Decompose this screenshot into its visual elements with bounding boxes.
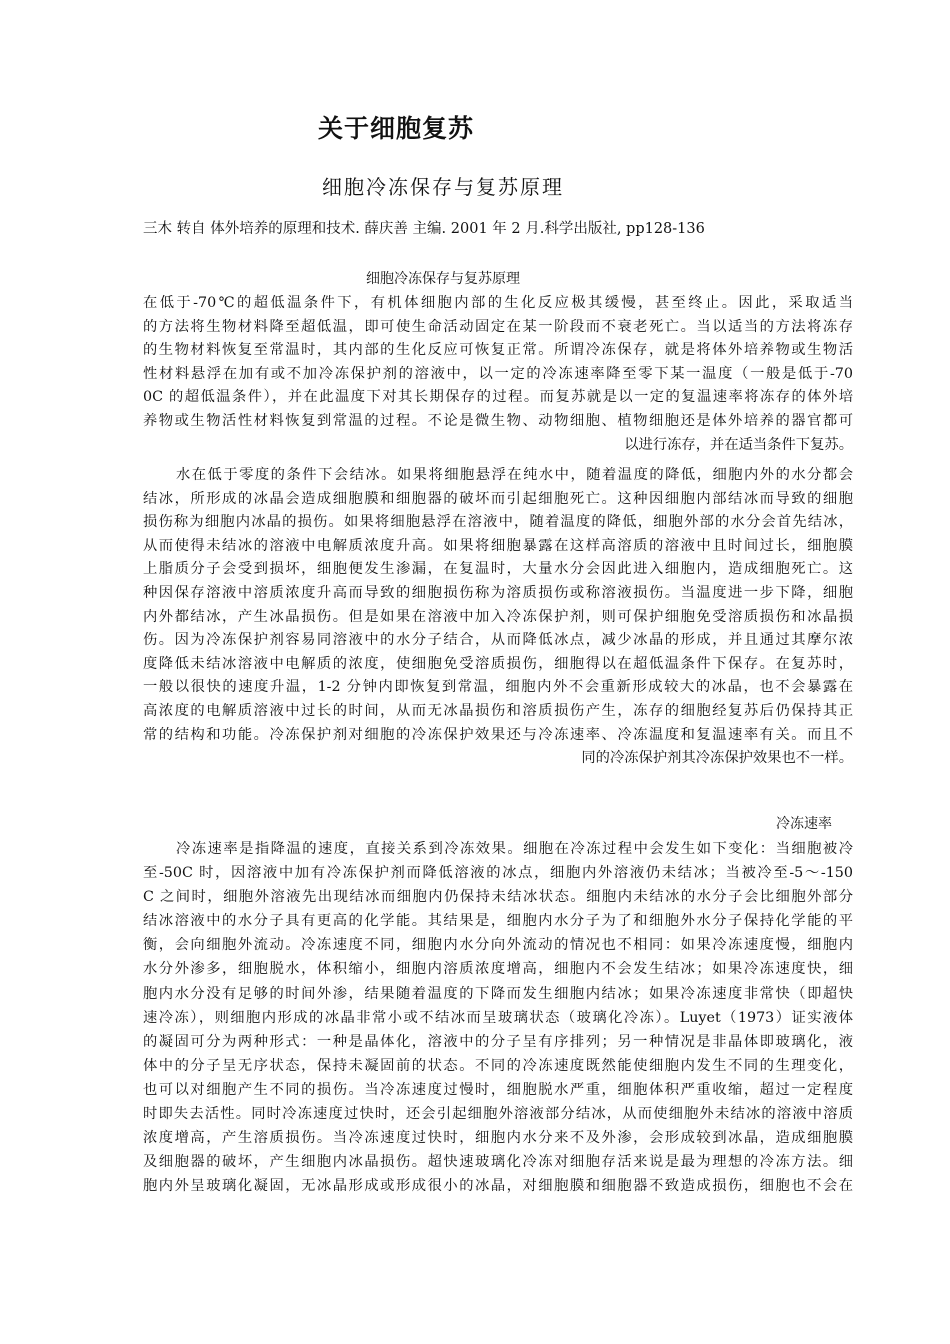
text-line: 衡，会向细胞外流动。冷冻速度不同，细胞内水分向外流动的情况也不相同：如果冷冻速度慢，细胞内: [143, 937, 853, 954]
text-line: 0C 的超低温条件），并在此温度下对其长期保存的过程。而复苏就是以一定的复温速率将冻存的体外培: [143, 389, 853, 406]
text-line: 也可以对细胞产生不同的损伤。当冷冻速度过慢时，细胞脱水严重，细胞体积严重收缩，超过一定程度: [143, 1081, 853, 1098]
text-line: 以进行冻存，并在适当条件下复苏。: [624, 436, 853, 453]
paragraph-freezing-damage: [143, 464, 853, 771]
text-line: 养物或生物活性材料恢复到常温的过程。不论是微生物、动物细胞、植物细胞还是体外培养的器官都可: [143, 412, 853, 429]
text-line: 浓度增高，产生溶质损伤。当冷冻速度过快时，细胞内水分来不及外渗，会形成较到冰晶，造成细胞膜: [143, 1130, 853, 1147]
text-line: 水在低于零度的条件下会结冰。如果将细胞悬浮在纯水中，随着温度的降低，细胞内外的水分都会: [176, 467, 853, 483]
text-line: 时即失去活性。同时冷冻速度过快时，还会引起细胞外溶液部分结冰，从而使细胞外未结冰的溶液中溶质: [143, 1106, 853, 1123]
text-line: 冷冻速率是指降温的速度，直接关系到冷冻效果。细胞在冷冻过程中会发生如下变化：当细胞被冷: [176, 841, 853, 857]
text-line: 结冰，所形成的冰晶会造成细胞膜和细胞器的破坏而引起细胞死亡。这种因细胞内部结冰而导致的细胞: [143, 490, 853, 507]
text-line: 的方法将生物材料降至超低温，即可使生命活动固定在某一阶段而不衰老死亡。当以适当的方法将冻存: [143, 318, 853, 335]
text-line: 体中的分子呈无序状态，保持未凝固前的状态。不同的冷冻速度既然能使细胞内发生不同的生理变化，: [143, 1057, 853, 1074]
section-heading-freezing-rate: 冷冻速率: [776, 816, 832, 832]
text-line: 度降低未结冰溶液中电解质的浓度，使细胞免受溶质损伤，细胞得以在超低温条件下保存。在复苏时，: [143, 655, 853, 672]
paragraph-intro: [143, 292, 853, 457]
text-line: 及细胞器的破坏，产生细胞内冰晶损伤。超快速玻璃化冷冻对细胞存活来说是最为理想的冷冻方法。细: [143, 1154, 853, 1171]
text-line: 上脂质分子会受到损坏，细胞便发生渗漏，在复温时，大量水分会因此进入细胞内，造成细胞死亡。这: [143, 561, 853, 578]
text-line: 结冰溶液中的水分子具有更高的化学能。其结果是，细胞内水分子为了和细胞外水分子保持化学能的平: [143, 913, 853, 930]
text-line: 的凝固可分为两种形式：一种是晶体化，溶液中的分子呈有序排列；另一种情况是非晶体即玻璃化，液: [143, 1033, 853, 1050]
text-line: 从而使得未结冰的溶液中电解质浓度升高。如果将细胞暴露在这样高溶质的溶液中且时间过长，细胞膜: [143, 537, 853, 554]
text-line: 高浓度的电解质溶液中过长的时间，从而无冰晶损伤和溶质损伤产生，冻存的细胞经复苏后仍保持其正: [143, 702, 853, 719]
text-line: 伤。因为冷冻保护剂容易同溶液中的水分子结合，从而降低冰点，减少冰晶的形成，并且通过其摩尔浓: [143, 632, 853, 649]
section-heading-principle: 细胞冷冻保存与复苏原理: [366, 271, 520, 287]
text-line: 水分外渗多，细胞脱水，体积缩小，细胞内溶质浓度增高，细胞内不会发生结冰；如果冷冻速度快，细: [143, 961, 853, 978]
text-line: 至-50C 时，因溶液中加有冷冻保护剂而降低溶液的冰点，细胞内外溶液仍未结冰；当被冷至-5～-150: [143, 865, 853, 882]
text-line: 在低于-70℃的超低温条件下，有机体细胞内部的生化反应极其缓慢，甚至终止。因此，采取适当: [143, 295, 853, 311]
text-line: 胞内外呈玻璃化凝固，无冰晶形成或形成很小的冰晶，对细胞膜和细胞器不致造成损伤，细胞也不会在: [143, 1178, 853, 1195]
text-line: 的生物材料恢复至常温时，其内部的生化反应可恢复正常。所谓冷冻保存，就是将体外培养物或生物活: [143, 342, 853, 359]
text-line: 同的冷冻保护剂其冷冻保护效果也不一样。: [581, 750, 853, 767]
page-subtitle: 细胞冷冻保存与复苏原理: [322, 175, 564, 199]
text-line: 一般以很快的速度升温，1-2 分钟内即恢复到常温，细胞内外不会重新形成较大的冰晶，也不会暴露在: [143, 679, 853, 696]
text-line: 内外都结冰，产生冰晶损伤。但是如果在溶液中加入冷冻保护剂，则可保护细胞免受溶质损伤和冰晶损: [143, 608, 853, 625]
text-line: 胞内水分没有足够的时间外渗，结果随着温度的下降而发生细胞内结冰；如果冷冻速度非常快（即超快: [143, 985, 853, 1002]
paragraph-freezing-rate: [143, 837, 853, 1198]
page-title: 关于细胞复苏: [318, 114, 475, 143]
text-line: 损伤称为细胞内冰晶的损伤。如果将细胞悬浮在溶液中，随着温度的降低，细胞外部的水分会首先结冰，: [143, 514, 853, 531]
text-line: 常的结构和功能。冷冻保护剂对细胞的冷冻保护效果还与冷冻速率、冷冻温度和复温速率有关。而且不: [143, 726, 853, 743]
text-line: C 之间时，细胞外溶液先出现结冰而细胞内仍保持未结冰状态。细胞内未结冰的水分子会比细胞外部分: [143, 889, 853, 906]
source-citation: 三木 转自 体外培养的原理和技术. 薛庆善 主编. 2001 年 2 月.科学出版社, pp128-136: [143, 221, 705, 237]
text-line: 性材料悬浮在加有或不加冷冻保护剂的溶液中，以一定的冷冻速率降至零下某一温度（一般是低于-70: [143, 365, 853, 382]
text-line: 速冷冻），则细胞内形成的冰晶非常小或不结冰而呈玻璃状态（玻璃化冷冻）。Luyet（1973）证实液体: [143, 1009, 853, 1026]
text-line: 种因保存溶液中溶质浓度升高而导致的细胞损伤称为溶质损伤或称溶液损伤。当温度进一步下降，细胞: [143, 584, 853, 601]
